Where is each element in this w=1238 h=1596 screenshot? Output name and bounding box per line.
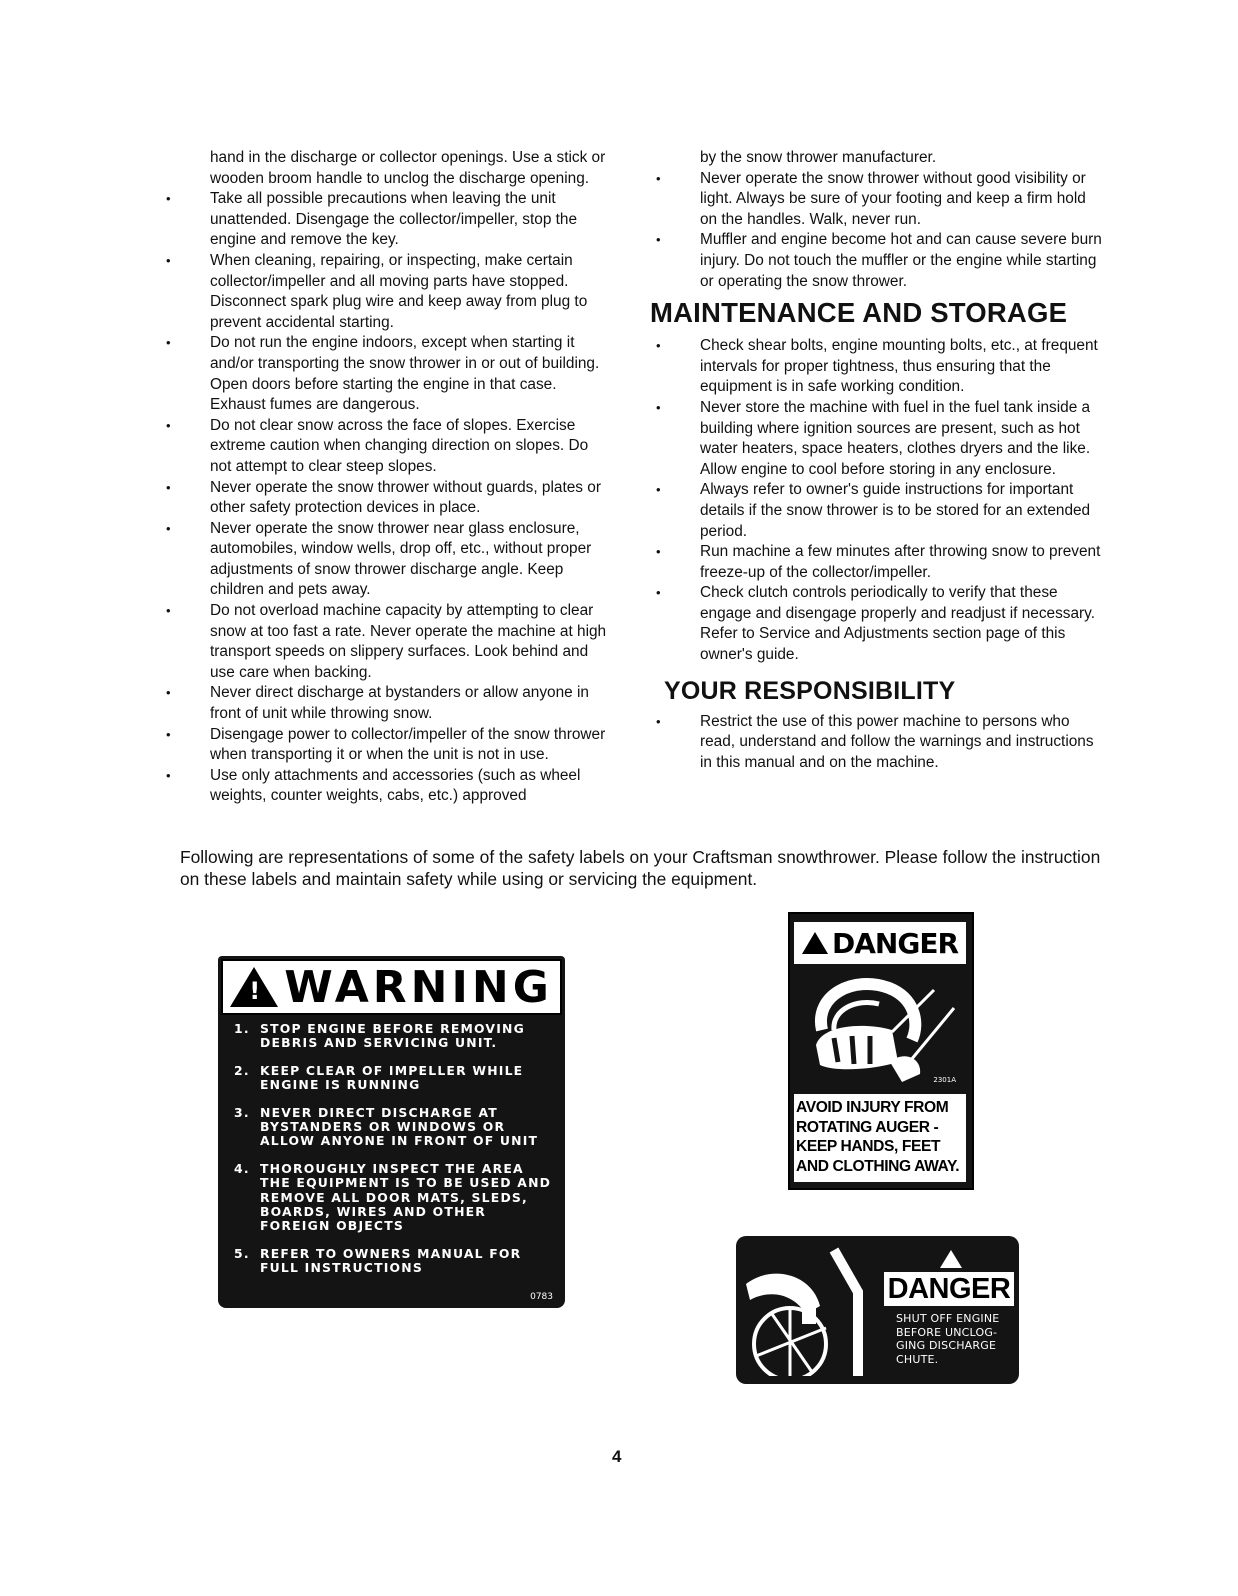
left-bullet-list — [160, 189, 610, 807]
danger-auger-text: AVOID INJURY FROM ROTATING AUGER - KEEP HANDS, FEET AND CLOTHING AWAY. — [794, 1094, 966, 1182]
right-column — [650, 148, 1105, 773]
list-item — [234, 1247, 554, 1276]
danger-chute-header: DANGER — [884, 1272, 1014, 1306]
list-item: • When cleaning, repairing, or inspecting, make certain collector/impeller and all moving parts have stopped. Disconnect spark plug wire and keep away from plug to prevent accidental starting. — [160, 251, 610, 333]
item-text: NEVER DIRECT DISCHARGE AT BYSTANDERS OR WINDOWS OR ALLOW ANYONE IN FRONT OF UNIT — [260, 1104, 539, 1149]
danger-chute-text: SHUT OFF ENGINE BEFORE UNCLOG-GING DISCHARGE CHUTE. — [896, 1312, 1000, 1366]
warning-label — [218, 956, 565, 1308]
list-item: • Never direct discharge at bystanders or allow anyone in front of unit while throwing snow. — [160, 683, 610, 724]
safety-labels-intro: Following are representations of some of the safety labels on your Craftsman snowthrower. Please follow the instruction on these labels and maintain safety while using or servicing the equipment. — [180, 847, 1101, 889]
item-number: 5. — [234, 1245, 250, 1261]
discharge-chute-hand-icon — [742, 1244, 876, 1376]
alert-triangle-icon — [940, 1250, 962, 1268]
list-item: • Restrict the use of this power machine to persons who read, understand and follow the warnings and instructions in this manual and on the machine. — [650, 712, 1105, 774]
item-number: 1. — [234, 1021, 250, 1036]
rotating-auger-hand-icon — [794, 970, 966, 1090]
list-item: • Do not clear snow across the face of slopes. Exercise extreme caution when changing direction on slopes. Do not attempt to clear steep slopes. — [160, 416, 610, 478]
left-continuation-text: hand in the discharge or collector openings. Use a stick or wooden broom handle to unclog the discharge opening. — [210, 149, 606, 187]
item-number: 2. — [234, 1062, 250, 1078]
list-item: • Never operate the snow thrower near glass enclosure, automobiles, window wells, drop off, etc., without proper adjustments of snow thrower discharge angle. Keep children and pets away. — [160, 519, 610, 601]
list-item: • Check clutch controls periodically to verify that these engage and disengage properly and readjust if necessary. Refer to Service and Adjustments section page of this owner's guide. — [650, 583, 1105, 665]
item-text: KEEP CLEAR OF IMPELLER WHILE ENGINE IS RUNNING — [260, 1062, 524, 1093]
alert-triangle-icon: ! — [230, 967, 278, 1007]
warning-label-header — [221, 959, 562, 1015]
list-item: • Never operate the snow thrower without guards, plates or other safety protection devices in place. — [160, 478, 610, 519]
warning-label-list — [234, 1022, 554, 1289]
list-item — [234, 1022, 554, 1051]
maintenance-bullet-list — [650, 336, 1105, 666]
list-item — [234, 1162, 554, 1234]
danger-auger-title: DANGER — [831, 926, 958, 960]
danger-auger-code: 2301A — [933, 1076, 956, 1084]
warning-label-title: WARNING — [284, 961, 553, 1013]
list-item: • Run machine a few minutes after throwing snow to prevent freeze-up of the collector/impeller. — [650, 542, 1105, 583]
list-item: • Muffler and engine become hot and can cause severe burn injury. Do not touch the muffler or the engine while starting or operating the snow thrower. — [650, 230, 1105, 292]
list-item: • Do not run the engine indoors, except when starting it and/or transporting the snow thrower in or out of building. Open doors before starting the engine in that case. Exhaust fumes are dangerous. — [160, 333, 610, 415]
danger-chute-label — [736, 1236, 1019, 1384]
list-item: • Always refer to owner's guide instructions for important details if the snow thrower is to be stored for an extended period. — [650, 480, 1105, 542]
alert-triangle-icon — [802, 932, 828, 954]
item-text: THOROUGHLY INSPECT THE AREA THE EQUIPMENT IS TO BE USED AND REMOVE ALL DOOR MATS, SLEDS, BOARDS, WIRES AND OTHER FOREIGN OBJECTS — [260, 1160, 552, 1234]
list-item — [234, 1106, 554, 1149]
left-column — [160, 148, 610, 807]
maintenance-heading: MAINTENANCE AND STORAGE — [650, 297, 1068, 329]
list-item: • Use only attachments and accessories (such as wheel weights, counter weights, cabs, etc.) approved — [160, 766, 610, 807]
danger-auger-label — [788, 912, 974, 1190]
item-number: 4. — [234, 1160, 250, 1176]
right-continuation-text: by the snow thrower manufacturer. — [700, 149, 937, 166]
list-item: • Take all possible precautions when leaving the unit unattended. Disengage the collector/impeller, stop the engine and remove the key. — [160, 189, 610, 251]
responsibility-bullet-list — [650, 712, 1105, 774]
list-item: • Never operate the snow thrower without good visibility or light. Always be sure of your footing and keep a firm hold on the handles. Walk, never run. — [650, 169, 1105, 231]
item-number: 3. — [234, 1104, 250, 1120]
list-item: • Never store the machine with fuel in the fuel tank inside a building where ignition sources are present, such as hot water heaters, space heaters, clothes dryers and the like. Allow engine to cool before storing in any enclosure. — [650, 398, 1105, 480]
right-bullet-list — [650, 169, 1105, 293]
warning-label-code: 0783 — [530, 1292, 553, 1302]
item-text: REFER TO OWNERS MANUAL FOR FULL INSTRUCTIONS — [260, 1245, 522, 1276]
danger-auger-header — [794, 922, 966, 964]
item-text: STOP ENGINE BEFORE REMOVING DEBRIS AND SERVICING UNIT. — [260, 1021, 525, 1051]
list-item — [234, 1064, 554, 1093]
list-item: • Do not overload machine capacity by attempting to clear snow at too fast a rate. Never operate the machine at high transport speeds on slippery surfaces. Look behind and use care when backing. — [160, 601, 610, 683]
responsibility-heading: YOUR RESPONSIBILITY — [664, 676, 956, 705]
list-item: • Check shear bolts, engine mounting bolts, etc., at frequent intervals for proper tightness, thus ensuring that the equipment is in safe working condition. — [650, 336, 1105, 398]
page-number: 4 — [612, 1447, 622, 1466]
list-item: • Disengage power to collector/impeller of the snow thrower when transporting it or when the unit is not in use. — [160, 725, 610, 766]
